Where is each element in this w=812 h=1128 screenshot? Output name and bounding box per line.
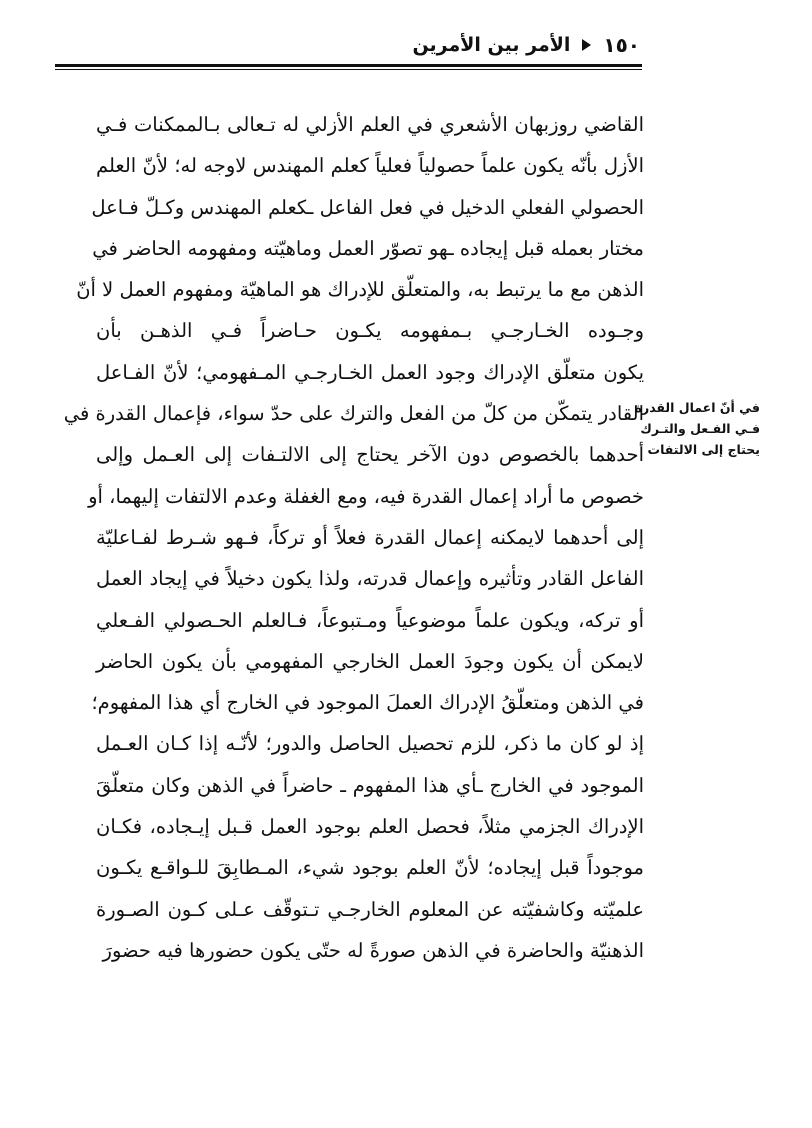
text-line: خصوص ما أراد إعمال القدرة فيه، ومع الغفلة وعدم الالتفات إليهما، أو (88, 484, 644, 508)
text-line: إذ لو كان ما ذكر، للزم تحصيل الحاصل والدور؛ لأنّـه إذا كـان العـمل (96, 732, 644, 756)
text-line: أو تركه، ويكون علماً موضوعياً ومـتبوعاً، فـالعلم الحـصولي الفـعلي (96, 608, 644, 632)
text-line: أحدهما بالخصوص دون الآخر يحتاج إلى الالتـفات إلى العـمل وإلى (96, 443, 644, 467)
text-line: يكون متعلّق الإدراك وجود العمل الخـارجـي المـفهومي؛ لأنّ الفـاعل (96, 360, 644, 384)
body-text (63, 104, 644, 971)
text-line: في الذهن ومتعلّقُ الإدراك العملَ الموجود في الخارج أي هذا المفهوم؛ (91, 691, 644, 715)
text-line: القاضي روزبهان الأشعري في العلم الأزلي له تـعالى بـالممكنات فـي (96, 113, 644, 136)
text-line: الذهن مع ما يرتبط به، والمتعلّق للإدراك هو الماهيّة ومفهوم العمل لا أنّ (76, 278, 644, 302)
page-number: ١٥٠ (603, 33, 640, 57)
text-line: الذهنيّة والحاضرة في الذهن صورةً له حتّى يكون حضورها فيه حضورَ (102, 938, 644, 962)
running-head (412, 30, 640, 60)
text-line: مختار بعمله قبل إيجاده ـهو تصوّر العمل وماهيّته ومفهومه الحاضر في (92, 236, 644, 260)
text-line: وجـوده الخـارجـي بـمفهومه يكـون حـاضراً فـي الذهـن بأن (96, 319, 644, 343)
text-line: الأزل بأنّه يكون علماً حصولياً فعلياً كعلم المهندس لاوجه له؛ لأنّ العلم (96, 154, 644, 178)
arrow-left-icon (582, 39, 591, 51)
text-line: القادر يتمكّن من كلّ من الفعل والترك على حدّ سواء، فإعمال القدرة في (63, 402, 644, 426)
text-line: علميّته وكاشفيّته عن المعلوم الخارجـي تـتوقّف عـلى كـون الصـورة (96, 897, 644, 921)
text-line: الفاعل القادر وتأثيره وإعمال قدرته، ولذا يكون دخيلاً في إيجاد العمل (96, 567, 644, 591)
header-rule-thick (55, 64, 642, 67)
text-line: الإدراك الجزمي مثلاً، فحصل العلم بوجود العمل قـبل إيـجاده، فكـان (96, 815, 644, 839)
text-line: الموجود في الخارج ـأي هذا المفهوم ـ حاضراً في الذهن وكان متعلّقَ (96, 773, 644, 797)
text-line: لايمكن أن يكون وجودَ العمل الخارجي المفهومي بأن يكون الحاضر (96, 649, 644, 673)
text-line: موجوداً قبل إيجاده؛ لأنّ العلم بوجود شيء، المـطابِقَ للـواقـع يكـون (96, 856, 644, 880)
margin-note-line: فـي الفـعل والتـرك (640, 421, 760, 436)
margin-note (634, 397, 760, 460)
margin-note-line: في أنّ اعمال القدرة (634, 400, 760, 415)
header-rule-thin (55, 69, 642, 70)
running-title: الأمر بين الأمرين (412, 34, 571, 56)
text-line: إلى أحدهما لايمكنه إعمال القدرة فعلاً أو تركاً، فـهو شـرط لفـاعليّة (96, 525, 644, 549)
text-line: الحصولي الفعلي الدخيل في فعل الفاعل ـكعلم المهندس وكـلّ فـاعل (91, 195, 644, 219)
margin-note-line: يحتاج إلى الالتفات (647, 442, 760, 457)
